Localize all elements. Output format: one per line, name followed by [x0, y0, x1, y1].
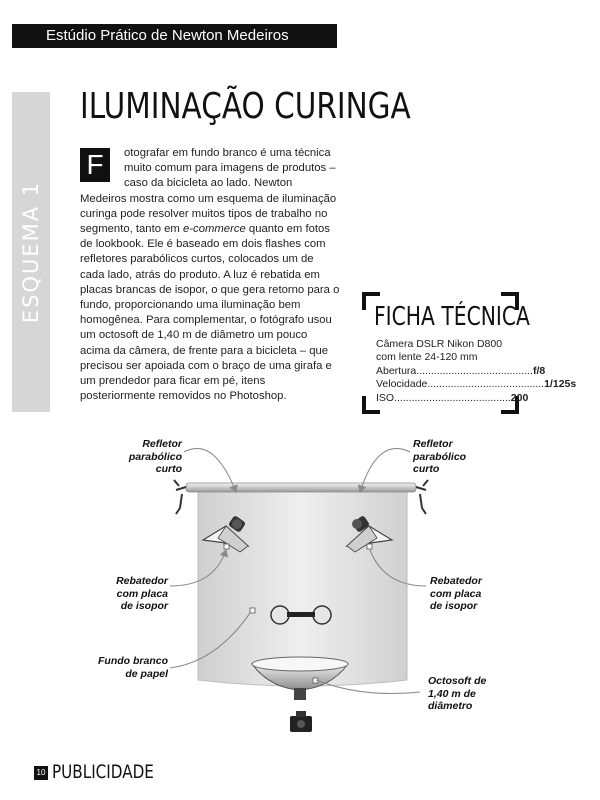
footer-section-label: PUBLICIDADE [52, 761, 154, 783]
white-paper-backdrop [174, 480, 428, 686]
ficha-row-speed [376, 378, 577, 391]
label-text: Rebatedor com placa de isopor [430, 575, 482, 612]
header-bar [12, 24, 337, 48]
ficha-title: FICHA TÉCNICA [374, 302, 530, 332]
page-number: 10 [34, 766, 48, 780]
article-title: ILUMINAÇÃO CURINGA [80, 86, 411, 127]
octosoft [252, 657, 348, 700]
drop-cap: F [80, 148, 110, 182]
ficha-row-value: 200 [510, 391, 529, 404]
label-fundo [80, 655, 168, 680]
body-text-italic: e-commerce [183, 223, 246, 236]
ficha-lens: com lente 24-120 mm [376, 351, 478, 364]
label-text: Refletor parabólico curto [413, 438, 467, 475]
ficha-tecnica-box [362, 292, 577, 414]
ficha-lines [376, 338, 577, 405]
ficha-row-iso [376, 391, 529, 405]
ficha-row-label: ISO [376, 391, 395, 404]
article-body [80, 146, 340, 404]
side-tab [12, 92, 50, 412]
label-rebatedor-right [430, 575, 510, 613]
label-rebatedor-left [92, 575, 168, 613]
dot-leader: ........................................ [394, 391, 511, 404]
body-text-part1: otografar em fundo branco é uma técnica muito comum para imagens de produtos – caso da bicicleta ao lado. Newton Medeiros mostra como um esquema de iluminação curinga pode resolver muitos tipos de trabalho no segmento, tanto em [80, 147, 337, 236]
label-text: Refletor parabólico curto [128, 438, 182, 475]
dot-leader: ........................................ [416, 364, 533, 377]
camera-icon [290, 711, 312, 732]
ficha-row-aperture [376, 364, 546, 378]
ficha-camera: Câmera DSLR Nikon D800 [376, 338, 503, 350]
side-tab-label: ESQUEMA 1 [19, 180, 43, 324]
ficha-row-label: Velocidade [376, 378, 428, 391]
label-refletor-left [110, 438, 182, 476]
body-text-part2: quanto em fotos de lookbook. Ele é baseado em dois flashes com refletores parabólicos curtos, colocados um de cada lado, atrás do produto. A luz é rebatida em placas brancas de isopor, o que gera retorno para o fundo, proporcionando uma iluminação bem homogênea. Para complementar, o fotógrafo usou um octosoft de 1,40 m de diâmetro um pouco acima da câmera, de frente para a bicicleta – que precisou ser apoiada com o braço de uma girafa e um prendedor para ficar em pé, itens posteriormente removidos no Photoshop. [80, 223, 340, 403]
label-text: Octosoft de 1,40 m de diâmetro [428, 675, 487, 712]
header-title: Estúdio Prático de Newton Medeiros [46, 27, 289, 44]
ficha-row-value: f/8 [532, 364, 546, 377]
label-text: Fundo branco de papel [98, 655, 168, 680]
label-octosoft [428, 675, 512, 713]
lighting-diagram [0, 430, 600, 750]
ficha-row-label: Abertura [376, 364, 417, 377]
dot-leader: ........................................ [427, 378, 545, 391]
label-text: Rebatedor com placa de isopor [116, 575, 168, 612]
label-refletor-right [413, 438, 493, 476]
ficha-row-value: 1/125s [544, 378, 577, 391]
